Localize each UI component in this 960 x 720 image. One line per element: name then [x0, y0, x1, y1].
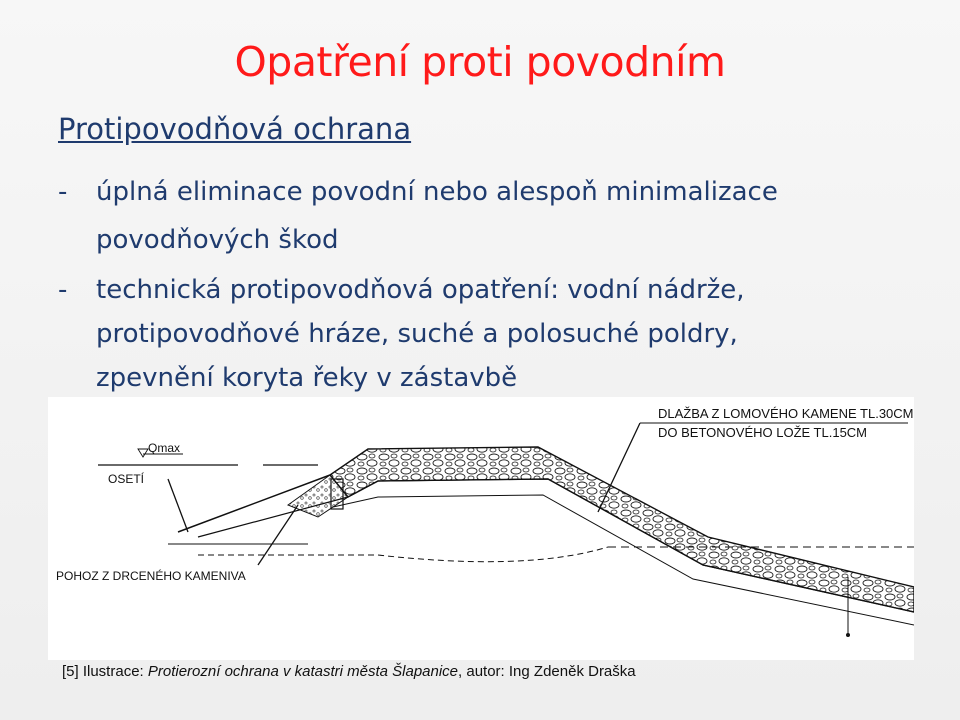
slide-subtitle: Protipovodňová ochrana [58, 112, 412, 146]
drawing-label-top-2: DO BETONOVÉHO LOŽE TL.15CM [658, 425, 868, 440]
caption-prefix: [5] Ilustrace: [62, 663, 148, 680]
drawing-label-qmax: Qmax [148, 441, 181, 455]
cross-section-drawing [48, 397, 914, 660]
leader-line [168, 479, 188, 532]
leader-line [258, 505, 298, 565]
drawing-label-top-1: DLAŽBA Z LOMOVÉHO KAMENE TL.30CM [658, 406, 914, 421]
bullet-line: protipovodňové hráze, suché a polosuché poldry, [96, 319, 738, 349]
stone-revetment [330, 447, 914, 612]
dam-cross-section-svg [48, 397, 914, 660]
caption-title: Protierozní ochrana v katastri města Šlapanice [147, 663, 459, 680]
figure-caption [62, 663, 636, 680]
bullet-line: technická protipovodňová opatření: vodní nádrže, [96, 275, 745, 305]
bullet-dash: - [58, 177, 68, 207]
drawing-label-pohoz: POHOZ Z DRCENÉHO KAMENIVA [56, 569, 246, 583]
drawing-label-oseti: OSETÍ [108, 472, 145, 486]
slide-title: Opatření proti povodním [234, 38, 726, 86]
caption-suffix: , autor: Ing Zdeněk Draška [458, 663, 636, 680]
bullet-line: povodňových škod [96, 225, 339, 255]
bullet-dash: - [58, 275, 68, 305]
bullet-line: úplná eliminace povodní nebo alespoň minimalizace [96, 177, 778, 207]
bullet-line: zpevnění koryta řeky v zástavbě [96, 363, 518, 393]
